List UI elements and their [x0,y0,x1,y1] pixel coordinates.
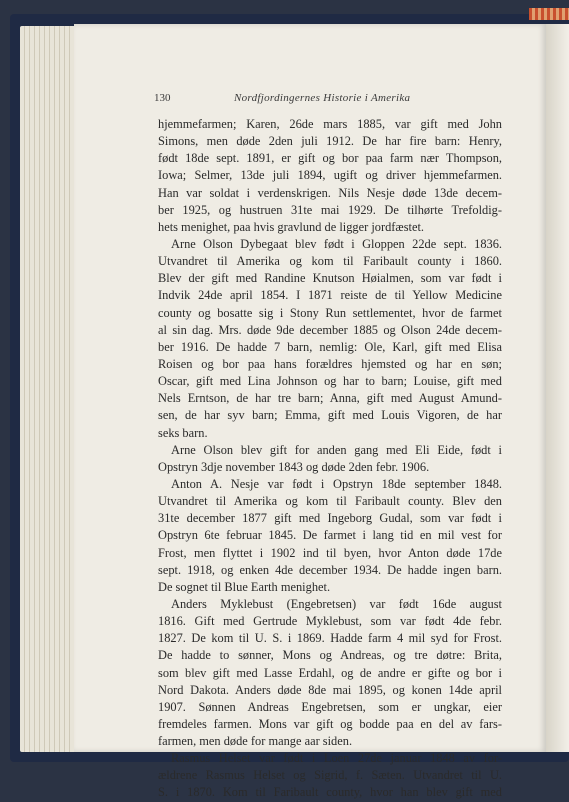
body-text [158,116,502,802]
text-line: fremdeles farmen. Mons var gift og bodde paa en del av fars- [158,716,502,731]
text-line: 1816. Gift med Gertrude Myklebust, som var født 4de febr. [158,614,502,629]
text-line: De hadde to sønner, Mons og Andreas, og tre døtre: Brita, [158,648,502,663]
text-line: Rasmus Helset var født i Loen 27de januar 1848 av for- [171,751,502,766]
page-number: 130 [154,92,171,104]
text-line: 31te december 1877 gift med Ingeborg Gudal, som var født i [158,511,502,526]
page-edges [20,26,80,752]
text-line: sept. 1918, og enken 4de december 1934. De hadde ingen barn. [158,562,502,577]
text-line: county og bosatte sig i Stony Run settlementet, hvor de farmet [158,305,502,320]
text-line: som blev gift med Lasse Erdahl, og de andre er gifte og bor i [158,665,502,680]
text-line: farmen, men døde for mange aar siden. [158,734,353,749]
text-line: ber 1925, og hustruen 31te mai 1929. De tilhørte Trefoldig- [158,202,502,217]
text-line: Arne Olson blev gift for anden gang med Eli Eide, født i [171,442,502,457]
text-line: De sognet til Blue Earth menighet. [158,579,331,594]
text-line: Iowa; Selmer, 13de juli 1894, ugift og driver hjemmefarmen. [158,168,502,183]
text-line: 1827. De kom til U. S. i 1869. Hadde farm 4 mil syd for Frost. [158,631,502,646]
text-line: Roisen og bor paa hans forældres hjemsted og har en søn; [158,356,502,371]
text-line: Opstryn 3dje november 1843 og døde 2den febr. 1906. [158,459,430,474]
bookmark-tag [529,8,569,20]
text-line: seks barn. [158,425,208,440]
right-page-edge [546,24,569,752]
text-line: hets menighet, paa hvis gravlund de ligger jordfæstet. [158,219,424,234]
text-line: hjemmefarmen; Karen, 26de mars 1885, var gift med John [158,117,502,131]
text-line: Simons, men døde 2den juli 1912. De har fire barn: Henry, [158,134,502,149]
text-line: Utvandret til Amerika og kom til Faribault county i 1860. [158,254,502,269]
text-line: ber 1916. De hadde 7 barn, nemlig: Ole, Karl, gift med Elisa [158,339,502,354]
text-line: sen, de har syv barn; Emma, gift med Louis Vigoren, de har [158,408,502,423]
text-line: Nels Erntson, de har tre barn; Anna, gift med August Amund- [158,391,502,406]
text-line: Nord Dakota. Anders døde 8de mai 1895, og konen 14de april [158,682,502,697]
text-line: Anders Myklebust (Engebretsen) var født 16de august [171,596,502,611]
text-line: Arne Olson Dybegaat blev født i Gloppen 22de sept. 1836. [171,236,502,251]
running-title: Nordfjordingernes Historie i Amerika [234,92,411,104]
text-line: Utvandret til Amerika og kom til Faribault county. Blev den [158,494,502,509]
page-header [154,92,484,108]
text-line: Anton A. Nesje var født i Opstryn 18de september 1848. [171,476,502,491]
text-line: Opstryn 6te februar 1845. De farmet i lang tid en mil vest for [158,528,502,543]
text-line: ældrene Rasmus Helset og Sigrid, f. Sæten. Utvandret til U. [158,768,502,783]
text-line: Indvik 24de april 1854. I 1871 reiste de til Yellow Medicine [158,288,502,303]
text-line: født 18de sept. 1891, er gift og bor paa farm nær Thompson, [158,151,502,166]
text-line: S. i 1870. Kom til Faribault county, hvor han blev gift med [158,785,502,800]
text-line: Han var soldat i verdenskrigen. Nils Nesje døde 13de decem- [158,185,502,200]
text-line: Blev der gift med Randine Knutson Høialmen, som var født i [158,271,502,286]
text-line: al sin dag. Mrs. døde 9de december 1885 og Olson 24de decem- [158,322,502,337]
text-line: 1907. Sønnen Andreas Engebretsen, som er ungkar, eier [158,699,502,714]
text-line: Oscar, gift med Lina Johnson og har to barn; Louise, gift med [158,374,502,389]
text-line: Frost, men flyttet i 1902 ind til byen, hvor Anton døde 17de [158,545,502,560]
